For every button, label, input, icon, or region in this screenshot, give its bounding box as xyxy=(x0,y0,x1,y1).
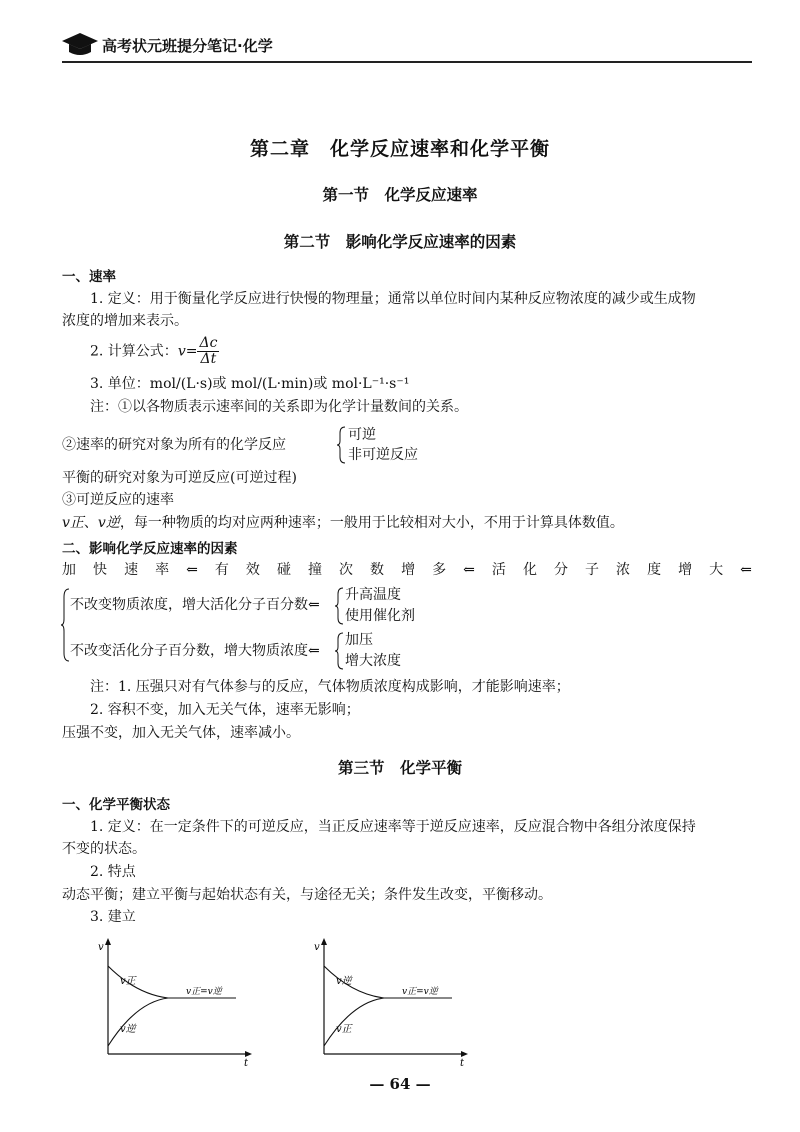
branch-2-option-a: 加压 xyxy=(345,632,373,648)
x-axis-label: t xyxy=(460,1058,465,1066)
chain-char: 有 xyxy=(214,562,229,578)
equal-label: v正=v逆 xyxy=(402,987,438,997)
header-rule xyxy=(62,61,752,63)
chain-char: 效 xyxy=(245,562,260,578)
formula-lhs: v= xyxy=(177,343,198,360)
formula-label: 2. 计算公式： xyxy=(90,343,178,360)
definition-line-1: 1. 定义：用于衡量化学反应进行快慢的物理量；通常以单位时间内某种反应物浓度的减少或生成物 xyxy=(90,291,696,307)
part2-heading: 二、影响化学反应速率的因素 xyxy=(62,541,238,557)
equal-label: v正=v逆 xyxy=(186,987,222,997)
chain-char: 增 xyxy=(678,562,693,578)
part3-heading: 一、化学平衡状态 xyxy=(62,797,170,813)
unit-line: 3. 单位：mol/(L·s)或 mol/(L·min)或 mol·L⁻¹·s⁻¹ xyxy=(90,376,410,392)
header-title: 高考状元班提分笔记·化学 xyxy=(102,37,273,55)
branch-1-option-b: 使用催化剂 xyxy=(345,608,415,624)
curve-lower xyxy=(108,998,168,1046)
branch-1-label: 不改变物质浓度，增大活化分子百分数⇐ xyxy=(70,597,320,613)
branch-2-label: 不改变活化分子百分数，增大物质浓度⇐ xyxy=(70,643,320,659)
y-axis-label: v xyxy=(98,942,104,953)
equilibrium-graph-1 xyxy=(96,936,266,1066)
formula-denominator: Δt xyxy=(200,351,217,367)
chain-char: 分 xyxy=(553,562,568,578)
features-label: 2. 特点 xyxy=(90,864,136,880)
chapter-title: 第二章 化学反应速率和化学平衡 xyxy=(249,138,550,160)
note-5: v正、v逆，每一种物质的均对应两种速率；一般用于比较相对大小，不用于计算具体数值。 xyxy=(62,515,624,531)
y-axis-label: v xyxy=(314,942,320,953)
chain-char: 碰 xyxy=(276,562,291,578)
lower-curve-label: v逆 xyxy=(120,1024,136,1035)
causal-chain xyxy=(62,559,752,581)
chain-char: 活 xyxy=(491,562,506,578)
lower-curve-label: v正 xyxy=(336,1024,352,1035)
note-1: 注：①以各物质表示速率间的关系即为化学计量数间的关系。 xyxy=(90,399,468,415)
y-axis-arrow-icon xyxy=(105,938,111,945)
page-number: — 64 — xyxy=(369,1075,431,1093)
part1-heading: 一、速率 xyxy=(62,269,116,285)
x-axis-arrow-icon xyxy=(461,1051,468,1057)
branch-1-option-a: 升高温度 xyxy=(345,587,401,603)
chain-char: 增 xyxy=(401,562,416,578)
chain-char: 度 xyxy=(647,562,662,578)
part2-note-2: 2. 容积不变，加入无关气体，速率无影响； xyxy=(90,702,360,718)
chain-char: 多 xyxy=(432,562,447,578)
equilibrium-graph-2 xyxy=(312,936,482,1066)
chain-char: 快 xyxy=(93,562,108,578)
section-3-title: 第三节 化学平衡 xyxy=(337,759,462,777)
note-5-text: ，每一种物质的均对应两种速率；一般用于比较相对大小，不用于计算具体数值。 xyxy=(119,515,624,531)
part2-note-3: 压强不变，加入无关气体，速率减小。 xyxy=(62,725,300,741)
chain-char: 子 xyxy=(585,562,599,578)
chain-char: 大 xyxy=(709,562,724,578)
note-3: 平衡的研究对象为可逆反应(可逆过程) xyxy=(62,470,297,486)
formula-numerator: Δc xyxy=(199,335,218,351)
chain-char: ⇐ xyxy=(740,562,752,578)
graduation-cap-icon xyxy=(62,30,98,60)
part3-def-line-2: 不变的状态。 xyxy=(62,841,146,857)
chain-char: 次 xyxy=(339,562,354,578)
big-brace-icon xyxy=(60,588,70,662)
part2-note-1: 注：1. 压强只对有气体参与的反应，气体物质浓度构成影响，才能影响速率； xyxy=(90,679,570,695)
chain-char: 速 xyxy=(124,562,139,578)
chain-char: 浓 xyxy=(616,562,631,578)
note-2-label: ②速率的研究对象为所有的化学反应 xyxy=(62,437,286,453)
brace-icon xyxy=(334,632,344,670)
chain-char: 化 xyxy=(522,562,537,578)
y-axis-arrow-icon xyxy=(321,938,327,945)
note-2-option-b: 非可逆反应 xyxy=(348,447,418,463)
formula-fraction xyxy=(197,336,219,367)
upper-curve-label: v逆 xyxy=(336,976,352,987)
definition-line-2: 浓度的增加来表示。 xyxy=(62,313,188,329)
chain-char: ⇐ xyxy=(186,562,198,578)
part3-def-line-1: 1. 定义：在一定条件下的可逆反应，当正反应速率等于逆反应速率，反应混合物中各组分浓度保持 xyxy=(90,819,696,835)
brace-icon xyxy=(334,587,344,625)
v-reverse: v逆 xyxy=(97,515,120,531)
running-header xyxy=(62,30,752,62)
x-axis-arrow-icon xyxy=(245,1051,252,1057)
features-text: 动态平衡；建立平衡与起始状态有关，与途径无关；条件发生改变，平衡移动。 xyxy=(62,887,552,903)
brace-icon xyxy=(336,426,346,464)
chain-char: ⇐ xyxy=(463,562,475,578)
formula-line xyxy=(90,336,780,367)
chain-char: 率 xyxy=(155,562,170,578)
section-1-title: 第一节 化学反应速率 xyxy=(322,186,478,204)
x-axis-label: t xyxy=(244,1058,249,1066)
curve-lower xyxy=(324,998,384,1046)
branch-2-option-b: 增大浓度 xyxy=(345,653,401,669)
upper-curve-label: v正 xyxy=(120,976,136,987)
v-forward: v正 xyxy=(62,515,84,531)
chain-char: 撞 xyxy=(307,562,322,578)
section-2-title: 第二节 影响化学反应速率的因素 xyxy=(283,233,517,251)
note-2-option-a: 可逆 xyxy=(348,427,376,443)
chain-char: 数 xyxy=(370,562,385,578)
chain-char: 加 xyxy=(62,562,76,578)
build-label: 3. 建立 xyxy=(90,909,136,925)
note-4: ③可逆反应的速率 xyxy=(62,492,174,508)
